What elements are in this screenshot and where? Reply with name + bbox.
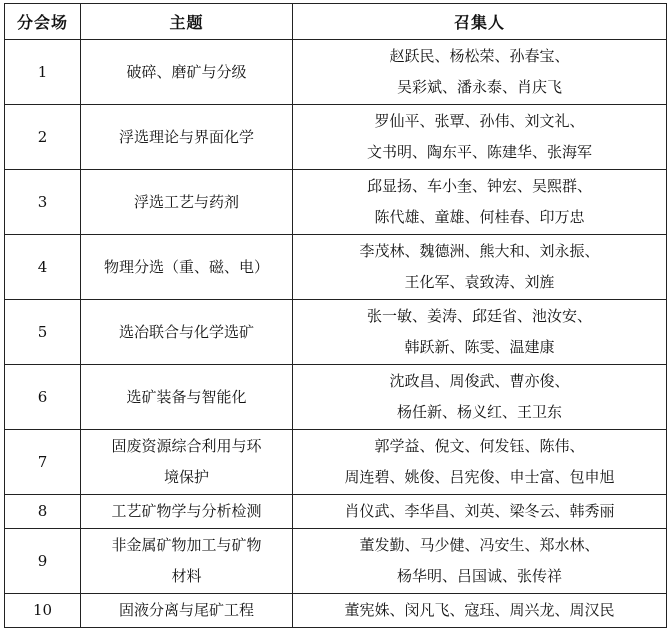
convener-line: 韩跃新、陈雯、温建康 (404, 338, 555, 356)
session-number: 1 (5, 40, 81, 105)
convener-line: 王化军、袁致涛、刘旌 (404, 273, 555, 291)
convener-line: 赵跃民、杨松荣、孙春宝、 (389, 47, 570, 65)
session-number: 6 (5, 365, 81, 430)
session-number: 4 (5, 235, 81, 300)
topic-cell (81, 495, 293, 529)
convener-line: 陈代雄、童雄、何桂春、印万忠 (374, 208, 585, 226)
topic-cell (81, 529, 293, 594)
table-row (5, 430, 667, 495)
session-number: 9 (5, 529, 81, 594)
convener-cell (293, 105, 667, 170)
convener-cell (293, 495, 667, 529)
convener-line: 罗仙平、张覃、孙伟、刘文礼、 (374, 112, 585, 130)
convener-line: 董发勤、马少健、冯安生、郑水林、 (359, 536, 600, 554)
table-row (5, 40, 667, 105)
session-number: 2 (5, 105, 81, 170)
convener-cell (293, 40, 667, 105)
topic-cell (81, 594, 293, 628)
session-number: 8 (5, 495, 81, 529)
convener-line: 周连碧、姚俊、吕宪俊、申士富、包申旭 (344, 468, 615, 486)
topic-line: 材料 (171, 567, 202, 585)
convener-line: 董宪姝、闵凡飞、寇珏、周兴龙、周汉民 (344, 601, 615, 619)
convener-cell (293, 300, 667, 365)
convener-cell (293, 430, 667, 495)
topic-line: 固液分离与尾矿工程 (118, 601, 254, 619)
topic-cell (81, 365, 293, 430)
convener-line: 邱显扬、车小奎、钟宏、吴熙群、 (366, 177, 592, 195)
convener-cell (293, 365, 667, 430)
topic-line: 选矿装备与智能化 (126, 387, 247, 406)
topic-line: 工艺矿物学与分析检测 (111, 502, 262, 520)
topic-line: 非金属矿物加工与矿物 (111, 536, 262, 554)
topic-line: 浮选理论与界面化学 (118, 127, 254, 146)
topic-cell (81, 170, 293, 235)
convener-line: 吴彩斌、潘永泰、肖庆飞 (396, 78, 562, 96)
header-session: 分会场 (5, 4, 81, 40)
topic-cell (81, 105, 293, 170)
table-row (5, 495, 667, 529)
session-number: 3 (5, 170, 81, 235)
table-row (5, 105, 667, 170)
topic-line: 境保护 (163, 468, 209, 486)
session-number: 10 (5, 594, 81, 628)
session-number: 5 (5, 300, 81, 365)
table-row (5, 594, 667, 628)
topic-line: 选冶联合与化学选矿 (118, 322, 254, 341)
convener-cell (293, 170, 667, 235)
convener-line: 郭学益、倪文、何发钰、陈伟、 (374, 437, 585, 455)
convener-line: 文书明、陶东平、陈建华、张海军 (366, 143, 592, 161)
table-row (5, 170, 667, 235)
topic-line: 物理分选（重、磁、电） (103, 257, 269, 276)
table-row (5, 300, 667, 365)
session-table (4, 3, 667, 628)
topic-cell (81, 300, 293, 365)
table-row (5, 235, 667, 300)
table-row (5, 365, 667, 430)
convener-line: 杨华明、吕国诚、张传祥 (396, 567, 562, 585)
header-topic: 主题 (81, 4, 293, 40)
topic-line: 破碎、磨矿与分级 (126, 62, 247, 81)
convener-line: 肖仪武、李华昌、刘英、梁冬云、韩秀丽 (344, 502, 615, 520)
topic-cell (81, 430, 293, 495)
session-number: 7 (5, 430, 81, 495)
convener-cell (293, 594, 667, 628)
topic-cell (81, 235, 293, 300)
topic-line: 浮选工艺与药剂 (133, 192, 239, 211)
topic-line: 固废资源综合利用与环 (111, 437, 262, 455)
convener-line: 沈政昌、周俊武、曹亦俊、 (389, 372, 570, 390)
convener-line: 张一敏、姜涛、邱廷省、池汝安、 (366, 307, 592, 325)
topic-cell (81, 40, 293, 105)
convener-cell (293, 235, 667, 300)
convener-cell (293, 529, 667, 594)
convener-line: 李茂林、魏德洲、熊大和、刘永振、 (359, 242, 600, 260)
table-row (5, 529, 667, 594)
header-row (5, 4, 667, 40)
header-convener: 召集人 (293, 4, 667, 40)
convener-line: 杨任新、杨义红、王卫东 (396, 403, 562, 421)
